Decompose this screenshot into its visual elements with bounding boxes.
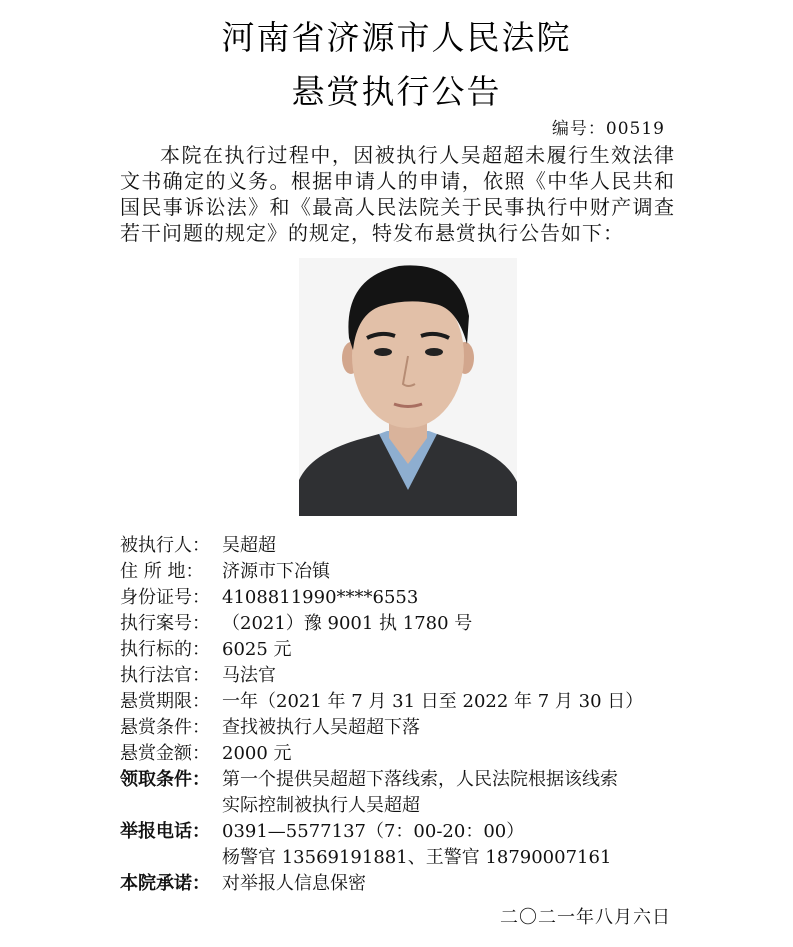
- field-row-name: [120, 533, 720, 559]
- name-value: 吴超超: [222, 535, 276, 556]
- promise-label: 本院承诺：: [120, 873, 210, 894]
- promise-value: 对举报人信息保密: [222, 873, 366, 894]
- field-row-amount: [120, 741, 720, 767]
- field-row-judge: [120, 663, 720, 689]
- case-number-value: （2021）豫 9001 执 1780 号: [222, 613, 473, 634]
- phone-value-line2: 杨警官 13569191881、王警官 18790007161: [222, 847, 612, 868]
- field-row-phone: [120, 819, 720, 871]
- condition-label: 悬赏条件：: [120, 717, 210, 738]
- field-row-claim: [120, 767, 720, 819]
- name-label: 被执行人：: [120, 535, 210, 556]
- person-photo: [299, 258, 517, 516]
- document-number: 编号：00519: [551, 119, 665, 139]
- claim-value: [222, 767, 618, 819]
- field-row-target: [120, 637, 720, 663]
- judge-label: 执行法官：: [120, 665, 210, 686]
- period-label: 悬赏期限：: [120, 691, 210, 712]
- claim-value-line1: 第一个提供吴超超下落线索，人民法院根据该线索: [222, 769, 618, 790]
- period-value: 一年（2021 年 7 月 31 日至 2022 年 7 月 30 日）: [222, 691, 644, 712]
- address-label: 住 所 地：: [120, 561, 204, 582]
- id-number-label: 身份证号：: [120, 587, 210, 608]
- id-number-value: 4108811990****6553: [222, 587, 419, 608]
- address-value: 济源市下冶镇: [222, 561, 330, 582]
- notice-fields: [120, 533, 720, 897]
- target-label: 执行标的：: [120, 639, 210, 660]
- case-number-label: 执行案号：: [120, 613, 210, 634]
- field-row-case-number: [120, 611, 720, 637]
- phone-value: [222, 819, 611, 871]
- intro-paragraph: 本院在执行过程中，因被执行人吴超超未履行生效法律文书确定的义务。根据申请人的申请，依照《中华人民共和国民事诉讼法》和《最高人民法院关于民事执行中财产调查若干问题的规定》的规定，特发布悬赏执行公告如下：: [120, 143, 675, 245]
- condition-value: 查找被执行人吴超超下落: [222, 717, 420, 738]
- claim-label: 领取条件：: [120, 769, 210, 790]
- issue-date: 二〇二一年八月六日: [500, 907, 671, 928]
- notice-title: 悬赏执行公告: [291, 72, 502, 111]
- phone-value-line1: 0391—5577137（7：00-20：00）: [222, 821, 525, 842]
- amount-label: 悬赏金额：: [120, 743, 210, 764]
- judge-value: 马法官: [222, 665, 276, 686]
- field-row-id-number: [120, 585, 720, 611]
- claim-value-line2: 实际控制被执行人吴超超: [222, 795, 420, 816]
- phone-label: 举报电话：: [120, 821, 210, 842]
- field-row-address: [120, 559, 720, 585]
- field-row-condition: [120, 715, 720, 741]
- field-row-period: [120, 689, 720, 715]
- amount-value: 2000 元: [222, 743, 292, 764]
- person-portrait-image: [299, 258, 517, 516]
- court-name: 河南省济源市人民法院: [221, 18, 572, 57]
- target-value: 6025 元: [222, 639, 292, 660]
- field-row-promise: [120, 871, 720, 897]
